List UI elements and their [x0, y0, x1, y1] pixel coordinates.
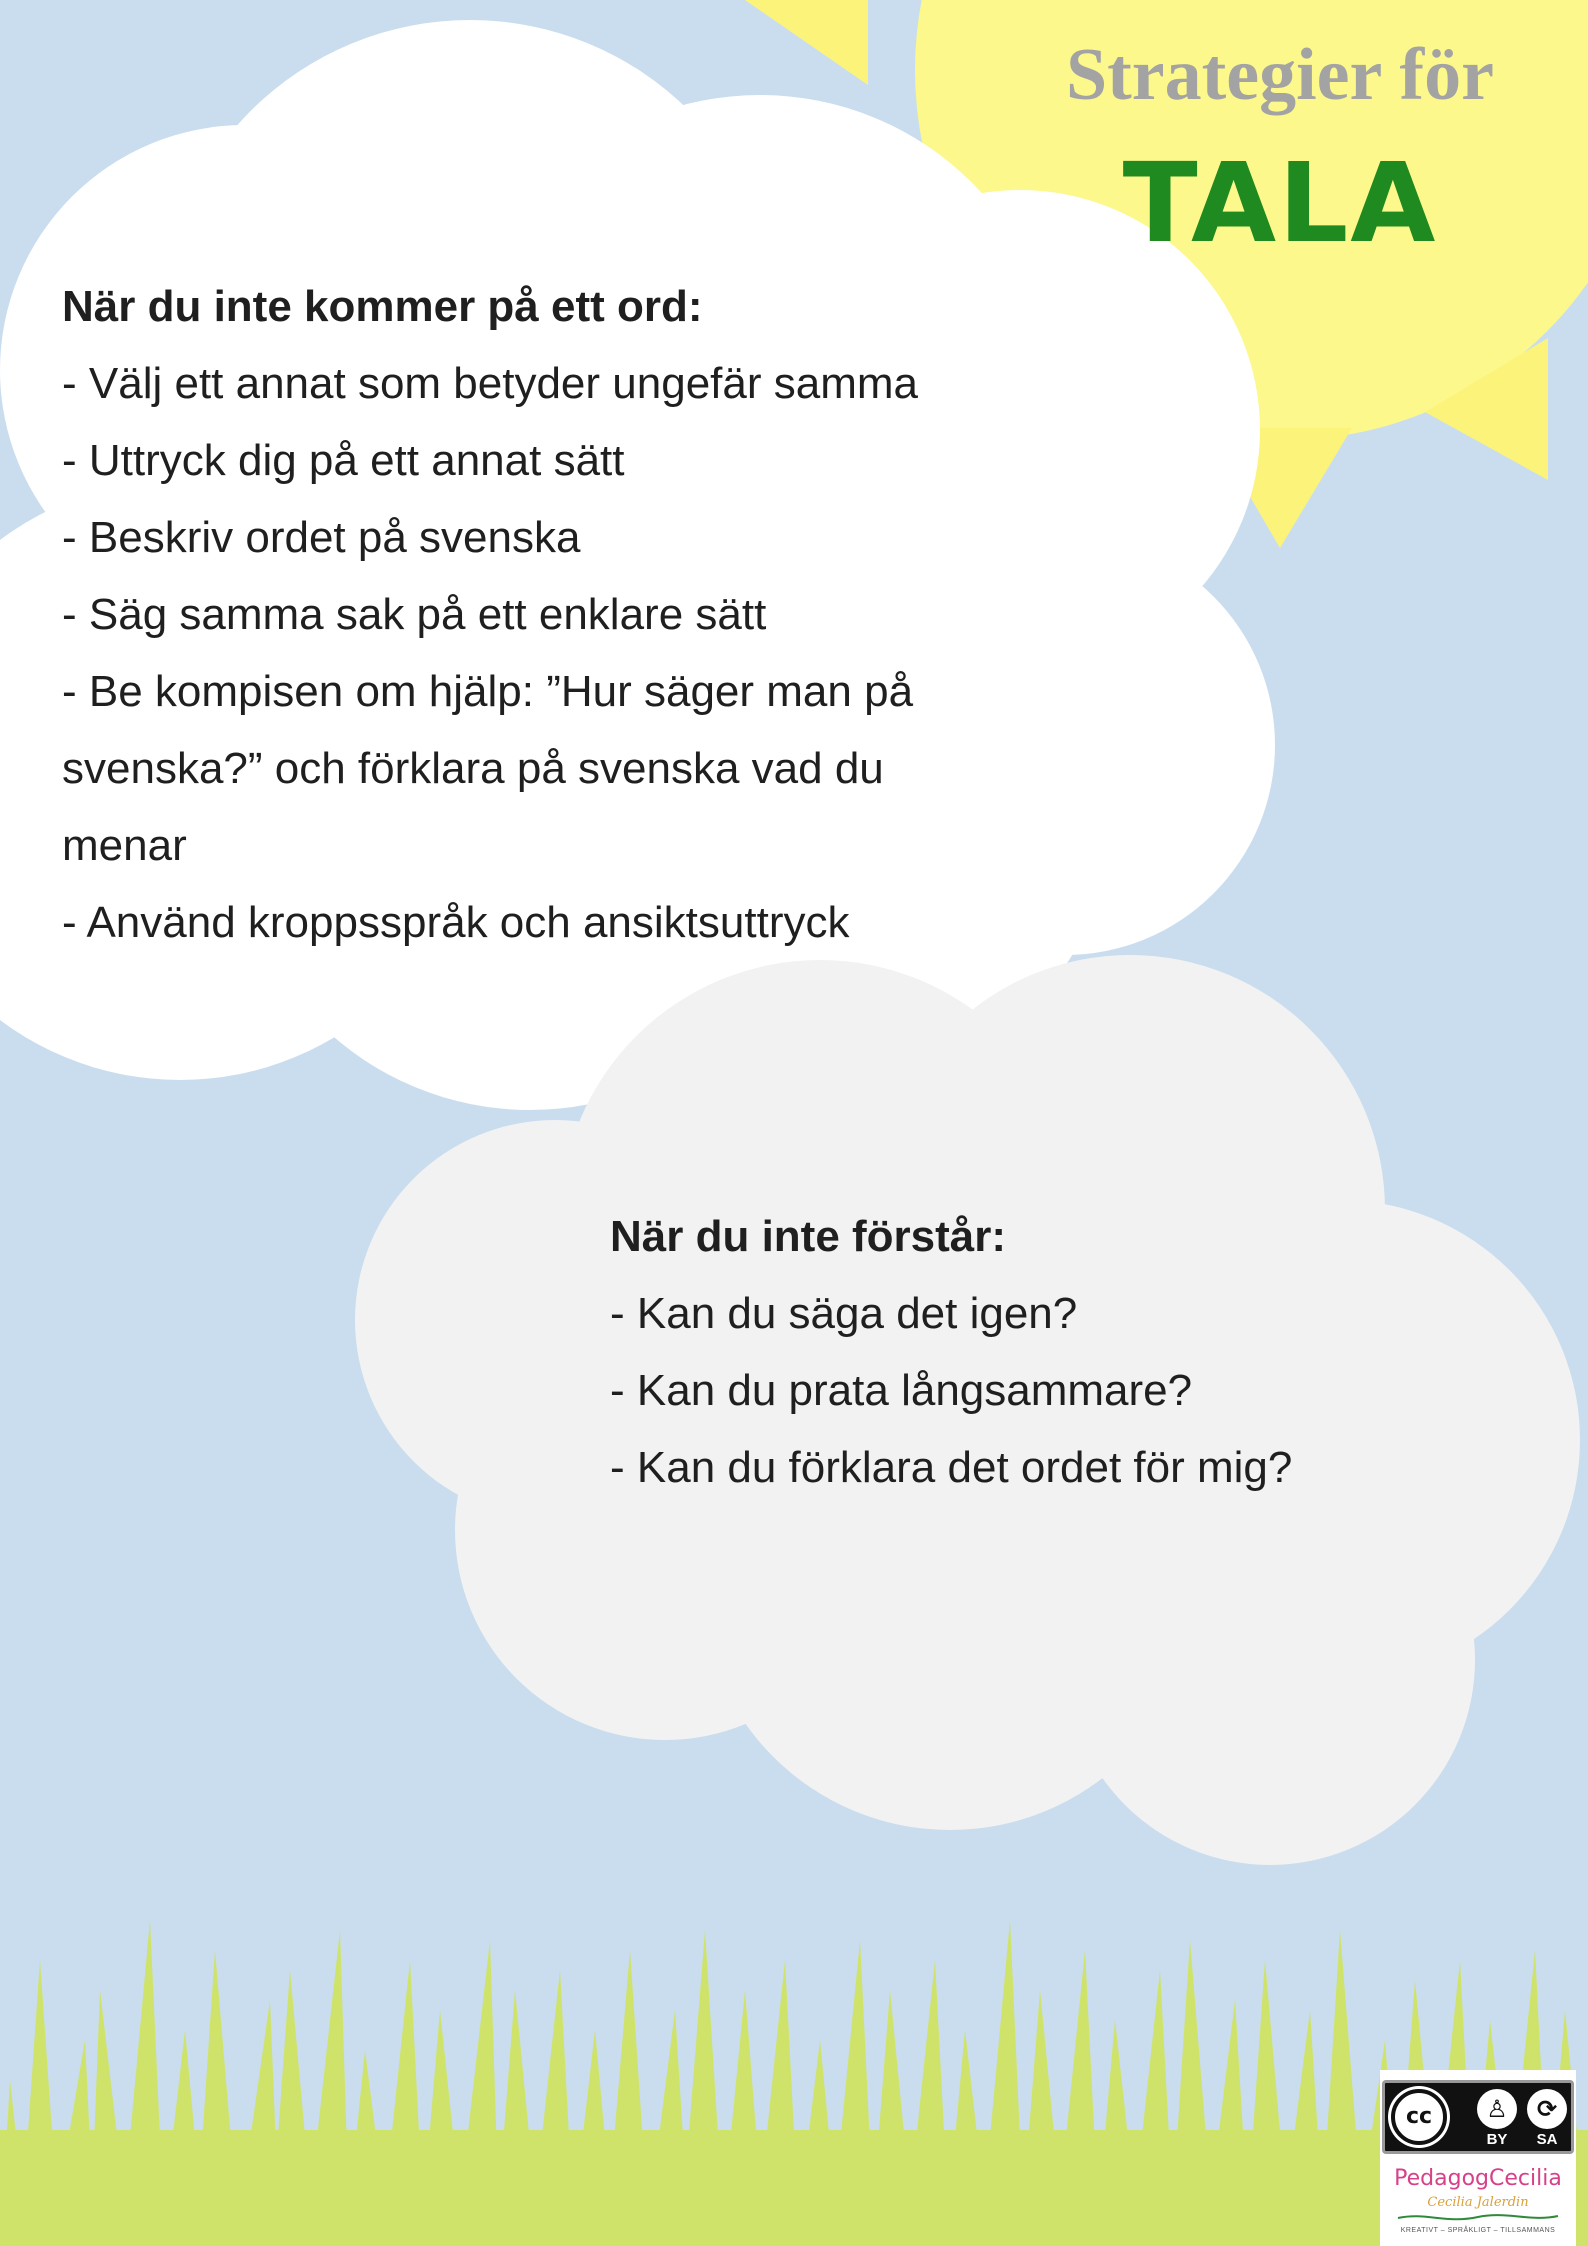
- person-icon: ♙: [1477, 2089, 1517, 2129]
- strategy-item: - Be kompisen om hjälp: ”Hur säger man på: [62, 667, 914, 716]
- title-tala: TALA: [1122, 139, 1438, 267]
- brand-author: Cecilia Jalerdin: [1427, 2195, 1529, 2210]
- swoosh-icon: [1396, 2210, 1560, 2224]
- strategy-item: - Kan du säga det igen?: [610, 1289, 1078, 1338]
- strategy-item: - Använd kroppsspråk och ansiktsuttryck: [62, 898, 850, 947]
- strategy-item: svenska?” och förklara på svenska vad du: [62, 744, 884, 793]
- license-badge: [1380, 2070, 1576, 2246]
- strategy-item: - Beskriv ordet på svenska: [62, 513, 581, 562]
- section-word-missing: [62, 268, 1012, 961]
- strategy-list: [62, 345, 1012, 961]
- section-heading: När du inte förstår:: [610, 1212, 1007, 1261]
- cc-by-sa-badge[interactable]: [1382, 2080, 1574, 2154]
- sa-label: SA: [1536, 2131, 1558, 2148]
- section-not-understanding: [610, 1198, 1430, 1506]
- strategy-item: - Välj ett annat som betyder ungefär samma: [62, 359, 918, 408]
- strategy-item: menar: [62, 821, 187, 870]
- section-heading: När du inte kommer på ett ord:: [62, 282, 703, 331]
- brand-name: PedagogCecilia: [1394, 2166, 1562, 2191]
- brand-tagline: KREATIVT – SPRÅKLIGT – TILLSAMMANS: [1400, 2227, 1556, 2234]
- strategy-item: - Kan du förklara det ordet för mig?: [610, 1443, 1293, 1492]
- strategy-item: - Kan du prata långsammare?: [610, 1366, 1193, 1415]
- title-strategier: Strategier för: [1065, 34, 1495, 116]
- strategy-item: - Uttryck dig på ett annat sätt: [62, 436, 625, 485]
- cc-icon: cc: [1391, 2089, 1447, 2145]
- strategy-item: - Säg samma sak på ett enklare sätt: [62, 590, 767, 639]
- share-alike-icon: ⟳: [1527, 2089, 1567, 2129]
- strategy-list: [610, 1275, 1430, 1506]
- by-label: BY: [1486, 2131, 1508, 2148]
